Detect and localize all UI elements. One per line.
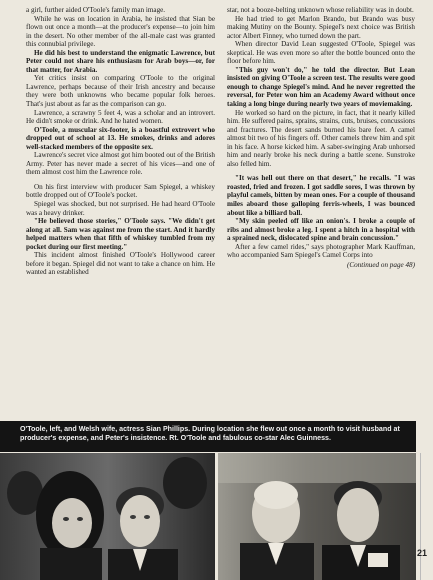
- paragraph: "This guy won't do," he told the director. But Lean insisted on giving O'Toole a screen test. The results were good enough to change Spiegel's mind. And he never regretted the reversal, for Peter won him an Academy Award without once taking a long binge during nearly two years of moviemaking.: [227, 65, 415, 109]
- paragraph: On his first interview with producer Sam Spiegel, a whiskey bottle dropped out of O'Toole's pocket.: [26, 182, 215, 200]
- gutter-line: [420, 453, 421, 580]
- paragraph: When director David Lean suggested O'Toole, Spiegel was skeptical. He was even more so after the bottle bounced onto the floor before him.: [227, 40, 415, 66]
- photo-caption: O'Toole, left, and Welsh wife, actress Sian Phillips. During location she flew out once a month to visit husband at producer's expense, and Peter's insistence. Rt. O'Toole and fabulous co-star Alec Guinness.: [20, 425, 400, 442]
- photo-otoole-and-guinness: [218, 453, 416, 580]
- photo-otoole-and-wife-image: [0, 453, 215, 580]
- right-text-column: [227, 6, 415, 269]
- paragraph: star, not a booze-belting unknown whose reliability was in doubt.: [227, 6, 414, 14]
- paragraph: He worked so hard on the picture, in fact, that it nearly killed him. He suffered pains, sprains, strains, cuts, bruises, concussions and fractures. The desert sands burned his bare feet. A camel almost bit two of his fingers off. Other camels threw him and spit in his face. A horse kicked him. A saber-swinging Arab unhorsed him and nearly broke his neck during a battle scene. Sunstroke also felled him.: [227, 108, 415, 168]
- photo-otoole-and-guinness-image: [218, 453, 416, 580]
- paragraph: After a few camel rides," says photographer Mark Kauffman, who accompanied Sam Spiegel's Camel Corps into: [227, 242, 415, 260]
- paragraph: This incident almost finished O'Toole's Hollywood career before it began. Spiegel did not want to take a chance on him. He wanted an established: [26, 251, 215, 277]
- page-gutter: [416, 0, 433, 580]
- continued-note: (Continued on page 48): [346, 260, 415, 269]
- paragraph: While he was on location in Arabia, he insisted that Sian be flown out once a month—at the producer's expense—to join him in the desert. No other member of the all-male cast was granted this connubial privilege.: [26, 14, 215, 49]
- left-text-column: [26, 6, 215, 277]
- page-number: 21: [416, 548, 427, 558]
- photo-otoole-and-wife: [0, 453, 215, 580]
- paragraph: Yet critics insist on comparing O'Toole to the original Lawrence, perhaps because of their Irish ancestry and because they were both unknowns who became popular folk heroes. That's just about as far as the comparison can go.: [26, 74, 215, 109]
- paragraph: a girl, further aided O'Toole's family man image.: [26, 6, 166, 14]
- paragraph: He had tried to get Marlon Brando, but Brando was busy making Mutiny on the Bounty. Spiegel's next choice was British actor Albert Finney, who turned down the part.: [227, 14, 415, 40]
- paragraph: Lawrence, a scrawny 5 feet 4, was a scholar and an introvert. He didn't smoke or drink. And he hated women.: [26, 108, 215, 126]
- paragraph: Lawrence's secret vice almost got him booted out of the British Army. Peter has never made a secret of his vices—and one of them almost cost him the Lawrence role.: [26, 151, 215, 177]
- photo-caption-bar: [0, 421, 433, 452]
- paragraph: "My skin peeled off like an onion's. I broke a couple of ribs and almost broke a leg. I spent a hitch in a hospital with a sprained neck, dislocated spine and brain concussion.": [227, 217, 415, 243]
- paragraph: "It was hell out there on that desert," he recalls. "I was roasted, fried and frozen. I got saddle sores, I was thrown by playful camels, bitten by mean ones. For a couple of thousand miles aboard those galloping ferris-wheels, I was bounced about like a billiard ball.: [227, 174, 415, 217]
- paragraph: O'Toole, a muscular six-footer, is a boastful extrovert who dropped out of school at 13. He smokes, drinks and adores well-stacked members of the opposite sex.: [26, 125, 215, 151]
- paragraph: He did his best to understand the enigmatic Lawrence, but Peter could not share his enthusiasm for Arab boys—or, for that matter, for Arabia.: [26, 48, 215, 74]
- paragraph: Spiegel was shocked, but not surprised. He had heard O'Toole was a heavy drinker.: [26, 200, 215, 217]
- paragraph: "He believed those stories," O'Toole says. "We didn't get along at all. Sam was against me from the start. And it hardly helped matters when that fifth of whiskey tumbled from my pocket during our first meeting.": [26, 217, 215, 251]
